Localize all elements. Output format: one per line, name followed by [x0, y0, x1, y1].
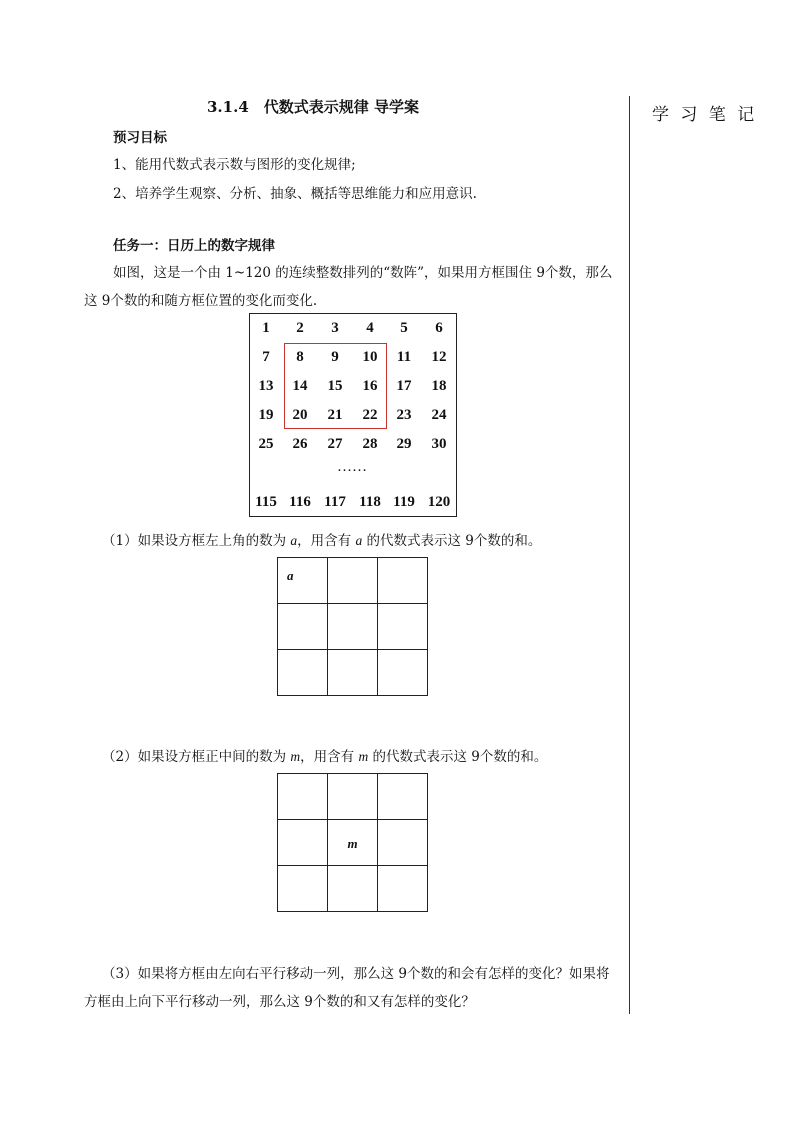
array-number: 117 [324, 494, 346, 510]
array-number: 10 [362, 349, 378, 365]
grid-cell [328, 820, 378, 866]
question-3-line1: （3）如果将方框由左向右平行移动一列，那么这 9个数的和会有怎样的变化？如果将 [102, 966, 610, 982]
array-number: 26 [292, 436, 308, 452]
array-ellipsis: …… [337, 459, 367, 475]
grid-q2 [277, 773, 428, 912]
cell-var-m: m [347, 836, 358, 851]
q1-text-mid: ，用含有 [297, 533, 356, 549]
grid-cell [278, 604, 328, 650]
task1-intro-line1: 如图，这是一个由 1~120 的连续整数排列的“数阵”，如果用方框围住 9个数，那么 [113, 265, 613, 281]
q2-text-post: 的代数式表示这 9个数的和。 [368, 749, 548, 765]
cell-var-a: a [287, 568, 294, 583]
preview-heading: 预习目标 [113, 130, 167, 146]
task1-heading: 任务一：日历上的数字规律 [113, 238, 275, 254]
array-number: 29 [396, 436, 412, 452]
array-number: 9 [331, 349, 339, 365]
grid-cell [278, 650, 328, 696]
array-number: 28 [362, 436, 378, 452]
array-number: 30 [431, 436, 447, 452]
array-number: 13 [258, 378, 274, 394]
grid-cell [328, 558, 378, 604]
q2-text-pre: （2）如果设方框正中间的数为 [102, 749, 291, 765]
question-2 [102, 745, 547, 765]
array-number: 24 [431, 407, 447, 423]
q1-text-post: 的代数式表示这 9个数的和。 [362, 533, 542, 549]
array-number: 3 [331, 320, 339, 336]
grid-cell [328, 774, 378, 820]
q1-var-a: a [290, 533, 298, 548]
grid-cell [328, 650, 378, 696]
array-number: 2 [296, 320, 304, 336]
grid-cell [328, 866, 378, 912]
array-number: 14 [292, 378, 308, 394]
array-number: 120 [427, 494, 451, 510]
array-number: 15 [327, 378, 343, 394]
question-1 [102, 529, 541, 549]
grid-cell [378, 650, 428, 696]
grid-cell [378, 820, 428, 866]
array-number: 25 [258, 436, 274, 452]
array-number: 5 [400, 320, 408, 336]
grid-cell [278, 820, 328, 866]
task1-intro-line2: 这 9个数的和随方框位置的变化而变化. [84, 293, 318, 309]
array-number: 119 [393, 494, 415, 510]
array-number: 115 [255, 494, 277, 510]
preview-goal-1: 1、能用代数式表示数与图形的变化规律; [113, 157, 356, 173]
array-number: 16 [362, 378, 378, 394]
selection-frame [284, 343, 387, 429]
q1-text-pre: （1）如果设方框左上角的数为 [102, 533, 291, 549]
array-number: 19 [258, 407, 274, 423]
study-notes-label: 学 习 笔 记 [652, 105, 758, 125]
array-number: 116 [289, 494, 311, 510]
q1-var-a-2: a [355, 533, 363, 548]
array-number: 18 [431, 378, 447, 394]
array-number: 12 [431, 349, 447, 365]
grid-cell [278, 558, 328, 604]
array-number: 11 [396, 349, 412, 365]
grid-q1 [277, 557, 428, 696]
q2-var-m-2: m [358, 749, 369, 764]
array-number: 1 [262, 320, 270, 336]
array-number: 118 [359, 494, 381, 510]
grid-cell [378, 774, 428, 820]
array-number: 22 [362, 407, 378, 423]
array-number: 4 [366, 320, 374, 336]
array-number: 8 [296, 349, 304, 365]
preview-goal-2: 2、培养学生观察、分析、抽象、概括等思维能力和应用意识. [113, 186, 477, 202]
array-number: 23 [396, 407, 412, 423]
array-number: 20 [292, 407, 308, 423]
page-title: 3.1.4 代数式表示规律 导学案 [207, 98, 419, 116]
array-number: 27 [327, 436, 343, 452]
notes-divider [629, 96, 630, 1014]
grid-cell [328, 604, 378, 650]
array-number: 6 [435, 320, 443, 336]
question-3-line2: 方框由上向下平行移动一列，那么这 9个数的和又有怎样的变化？ [84, 994, 475, 1010]
array-number: 7 [262, 349, 270, 365]
array-number: 21 [327, 407, 343, 423]
q2-var-m: m [290, 749, 301, 764]
q2-text-mid: ，用含有 [300, 749, 359, 765]
grid-cell [278, 774, 328, 820]
grid-cell [378, 866, 428, 912]
grid-cell [378, 604, 428, 650]
array-number: 17 [396, 378, 412, 394]
grid-cell [278, 866, 328, 912]
grid-cell [378, 558, 428, 604]
